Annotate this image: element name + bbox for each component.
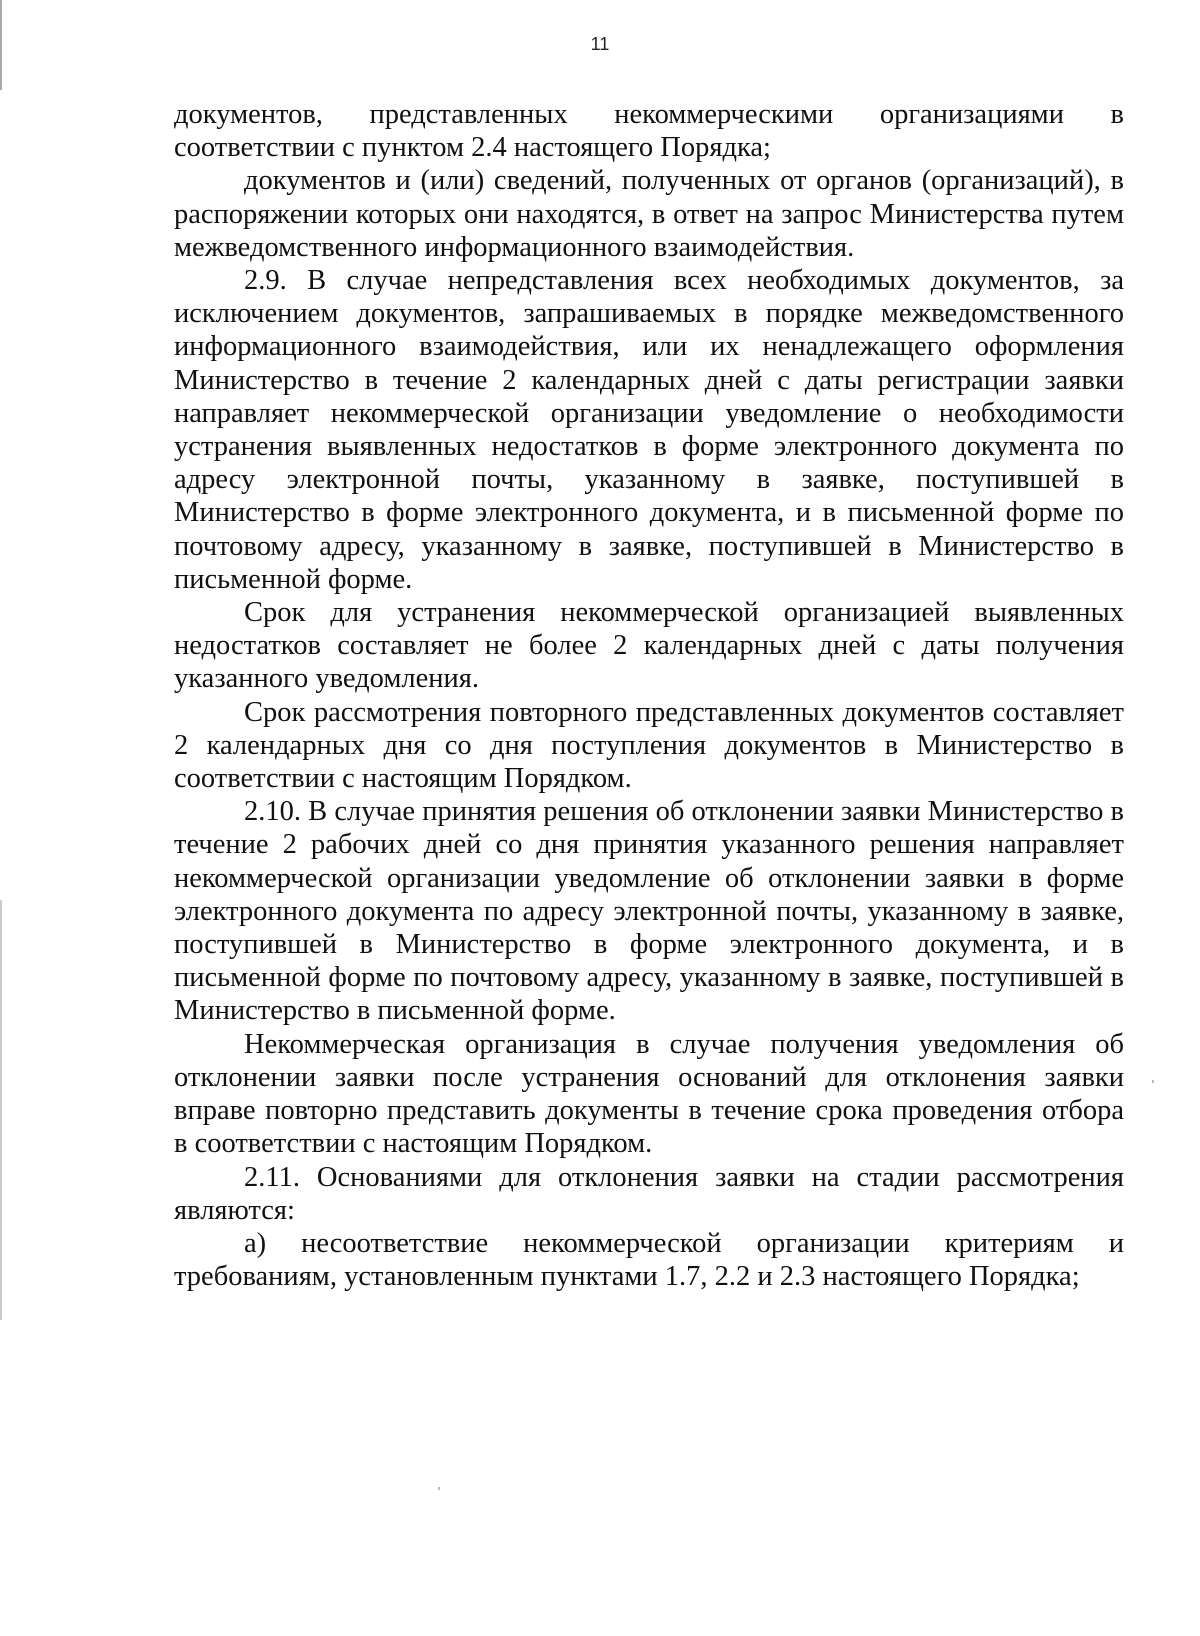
scan-speck [1152,1080,1154,1083]
paragraph: Срок рассмотрения повторного представленных документов составляет 2 календарных дня со дня поступления документов в Министерство в соответствии с настоящим Порядком. [174,696,1124,795]
paragraph-list-item-a: а) несоответствие некоммерческой организации критериям и требованиям, установленным пунктами 1.7, 2.2 и 2.3 настоящего Порядка; [174,1227,1124,1293]
paragraph-2-9: 2.9. В случае непредставления всех необходимых документов, за исключением документов, запрашиваемых в порядке межведомственного информационного взаимодействия, или их ненадлежащего оформления Министерство в течение 2 календарных дней с даты регистрации заявки направляет некоммерческой организации уведомление о необходимости устранения выявленных недостатков в форме электронного документа по адресу электронной почты, указанному в заявке, поступившей в Министерство в форме электронного документа, и в письменной форме по почтовому адресу, указанному в заявке, поступившей в Министерство в письменной форме. [174,265,1124,595]
paragraph: документов и (или) сведений, полученных от органов (организаций), в распоряжении которых они находятся, в ответ на запрос Министерства путем межведомственного информационного взаимодействия. [174,165,1124,263]
scan-edge-mark [0,900,2,1320]
scan-speck [438,1487,440,1490]
paragraph-2-10: 2.10. В случае принятия решения об отклонении заявки Министерство в течение 2 рабочих дней со дня принятия указанного решения направляет некоммерческой организации уведомление об отклонении заявки в форме электронного документа по адресу электронной почты, указанному в заявке, поступившей в Министерство в форме электронного документа, и в письменной форме по почтовому адресу, указанному в заявке, поступившей в Министерство в письменной форме. [174,796,1124,1027]
page-number: 11 [590,34,610,54]
paragraph: Некоммерческая организация в случае получения уведомления об отклонении заявки после устранения оснований для отклонения заявки вправе повторно представить документы в течение срока проведения отбора в соответствии с настоящим Порядком. [174,1028,1124,1160]
paragraph: Срок для устранения некоммерческой организацией выявленных недостатков составляет не более 2 календарных дней с даты получения указанного уведомления. [174,597,1124,695]
document-body [174,98,1124,1293]
paragraph-2-11: 2.11. Основаниями для отклонения заявки на стадии рассмотрения являются: [174,1161,1124,1226]
paragraph: документов, представленных некоммерческими организациями в соответствии с пунктом 2.4 настоящего Порядка; [174,99,1124,164]
